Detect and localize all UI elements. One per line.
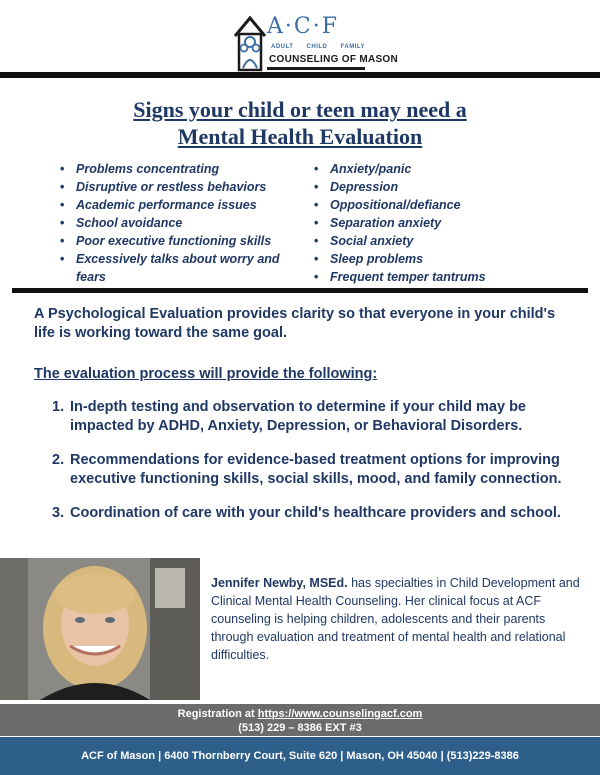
list-item: • Social anxiety: [330, 232, 550, 250]
registration-bar: [0, 704, 600, 736]
footer-contact: ACF of Mason | 6400 Thornberry Court, Suite 620 | Mason, OH 45040 | (513)229-8386: [0, 737, 600, 775]
signs-list-left: [58, 160, 296, 286]
logo-word: CHILD: [306, 44, 328, 50]
list-item: • Oppositional/defiance: [330, 196, 550, 214]
logo-underline: [267, 67, 365, 70]
title-line-1: Signs your child or teen may need a: [133, 97, 467, 122]
process-steps: [52, 398, 562, 538]
section-divider: [12, 288, 588, 293]
step-number: 1.: [52, 399, 65, 415]
list-item: • Separation anxiety: [330, 214, 550, 232]
list-item: • Problems concentrating: [76, 160, 296, 178]
top-divider: [0, 72, 600, 78]
signs-list-right: [312, 160, 550, 286]
counselor-name: Jennifer Newby, MSEd.: [211, 576, 348, 590]
list-item: • Depression: [330, 178, 550, 196]
house-family-icon: [233, 14, 267, 72]
list-item: • Frequent temper tantrums: [330, 268, 550, 286]
intro-paragraph: A Psychological Evaluation provides clarity so that everyone in your child's life is working toward the same goal.: [34, 306, 556, 341]
list-item: • Academic performance issues: [76, 196, 296, 214]
list-item: • School avoidance: [76, 214, 296, 232]
step-text: Recommendations for evidence-based treatment options for improving executive functioning skills, social skills, mood, and family connection.: [70, 452, 562, 487]
step-text: Coordination of care with your child's healthcare providers and school.: [70, 505, 561, 521]
logo-subtitle: COUNSELING OF MASON: [269, 54, 399, 65]
portrait-image: [0, 558, 200, 700]
counselor-photo: [0, 558, 200, 700]
list-item: • Sleep problems: [330, 250, 550, 268]
step-text: In-depth testing and observation to determine if your child may be impacted by ADHD, Anxiety, Depression, or Behavioral Disorders.: [70, 399, 526, 434]
list-item: • Anxiety/panic: [330, 160, 550, 178]
logo-letters: A·C·F: [267, 14, 339, 39]
list-item: [52, 398, 562, 436]
registration-line: [0, 707, 600, 721]
acf-logo: [233, 14, 399, 72]
list-item: • Disruptive or restless behaviors: [76, 178, 296, 196]
page-title: [0, 96, 600, 150]
registration-link[interactable]: https://www.counselingacf.com: [257, 708, 423, 720]
step-number: 2.: [52, 452, 65, 468]
list-item: [52, 451, 562, 489]
logo-word: FAMILY: [340, 44, 365, 50]
title-line-2: Mental Health Evaluation: [177, 124, 423, 149]
registration-prefix: Registration at: [177, 708, 258, 720]
list-item: • Excessively talks about worry and fears: [76, 250, 296, 286]
list-item: • Poor executive functioning skills: [76, 232, 296, 250]
registration-phone: (513) 229 – 8386 EXT #3: [238, 722, 362, 734]
bio-text: has specialties in Child Development and Clinical Mental Health Counseling. Her clinical focus at ACF counseling is helping children, adolescents and their parents through evaluation and treatment of mental health and relational difficulties.: [211, 576, 580, 662]
list-item: [52, 504, 562, 523]
logo-word: ADULT: [271, 44, 294, 50]
process-heading: The evaluation process will provide the following:: [34, 366, 378, 382]
logo-words: [271, 44, 365, 50]
counselor-bio: [211, 574, 591, 664]
step-number: 3.: [52, 505, 65, 521]
